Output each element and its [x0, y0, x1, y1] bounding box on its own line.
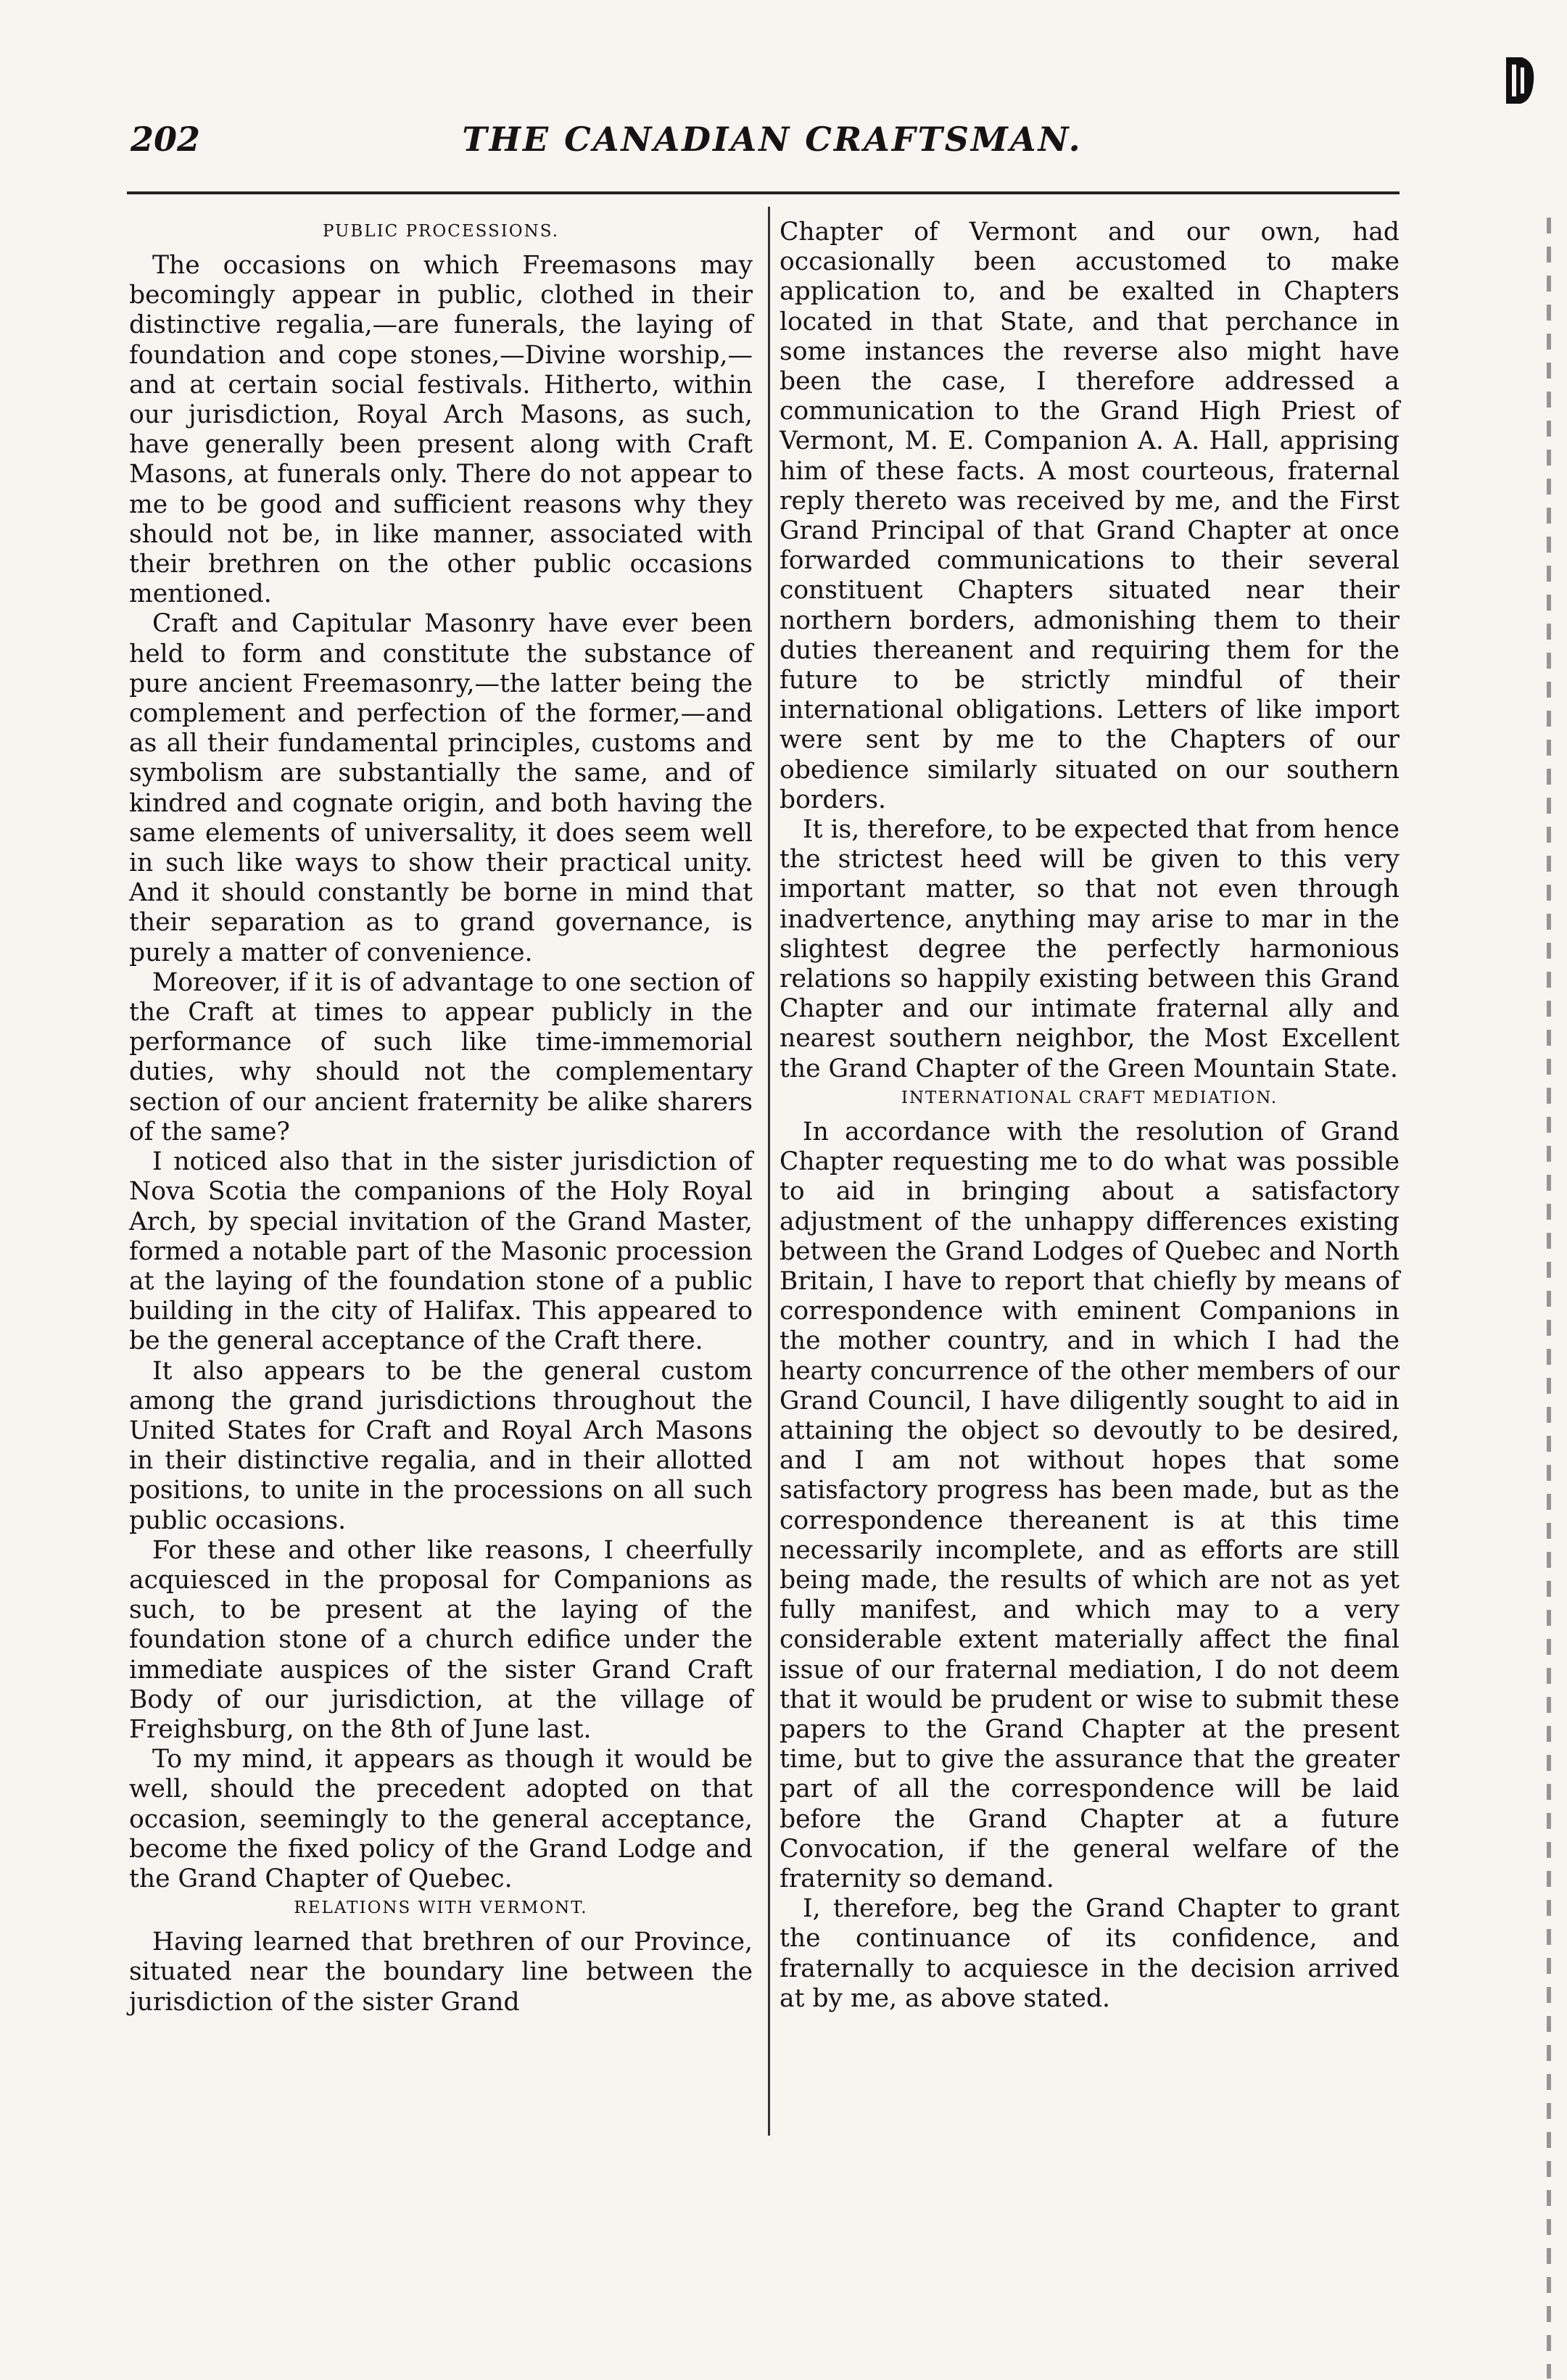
page-number: 202 — [131, 120, 201, 159]
section-heading-public-processions: PUBLIC PROCESSIONS. — [322, 222, 560, 241]
paragraph: I, therefore, beg the Grand Chapter to grant the continuance of its confidence, and fraternally to acquiesce in the decision arrived at by me, as above stated. — [780, 1894, 1399, 2013]
binding-edge-mark — [1500, 54, 1538, 107]
paragraph: Craft and Capitular Masonry have ever been held to form and constitute the substance of pure ancient Freemasonry,—the latter being the complement and perfection of the former,—and as all their fundamental principles, customs and symbolism are substantially the same, and of kindred and cognate origin, and both having the same elements of universality, it does seem well in such like ways to show their practical unity. And it should constantly be borne in mind that their separation as to grand governance, is purely a matter of convenience. — [129, 609, 753, 967]
left-column — [129, 218, 753, 2017]
section-heading-relations-with-vermont: RELATIONS WITH VERMONT. — [294, 1898, 588, 1918]
header-rule — [127, 191, 1399, 194]
paragraph: Moreover, if it is of advantage to one section of the Craft at times to appear publicly in the performance of such like time-immemorial duties, why should not the complementary section of our ancient fraternity be alike sharers of the same? — [129, 967, 753, 1146]
paragraph: Having learned that brethren of our Province, situated near the boundary line between the jurisdiction of the sister Grand — [129, 1927, 753, 2017]
paragraph: For these and other like reasons, I cheerfully acquiesced in the proposal for Companions as such, to be present at the laying of the foundation stone of a church edifice under the immediate auspices of the sister Grand Craft Body of our jurisdiction, at the village of Freighsburg, on the 8th of June last. — [129, 1535, 753, 1744]
paragraph: It is, therefore, to be expected that from hence the strictest heed will be given to this very important matter, so that not even through inadvertence, anything may arise to mar in the slightest degree the perfectly harmonious relations so happily existing between this Grand Chapter and our intimate fraternal ally and nearest southern neighbor, the Most Excellent the Grand Chapter of the Green Mountain State. — [780, 815, 1399, 1083]
paragraph: It also appears to be the general custom among the grand jurisdictions throughout the United States for Craft and Royal Arch Masons in their distinctive regalia, and in their allotted positions, to unite in the processions on all such public occasions. — [129, 1356, 753, 1535]
paragraph: I noticed also that in the sister jurisdiction of Nova Scotia the companions of the Holy Royal Arch, by special invitation of the Grand Master, formed a notable part of the Masonic procession at the laying of the foundation stone of a public building in the city of Halifax. This appeared to be the general acceptance of the Craft there. — [129, 1147, 753, 1356]
paragraph: To my mind, it appears as though it would be well, should the precedent adopted on that occasion, seemingly to the general acceptance, become the fixed policy of the Grand Lodge and the Grand Chapter of Quebec. — [129, 1745, 753, 1893]
journal-title: THE CANADIAN CRAFTSMAN. — [462, 120, 1083, 159]
running-head — [109, 120, 1436, 178]
right-column — [780, 218, 1399, 2014]
paragraph: In accordance with the resolution of Grand Chapter requesting me to do what was possible to aid in bringing about a satisfactory adjustment of the unhappy differences existing between the Grand Lodges of Quebec and North Britain, I have to report that chiefly by means of correspondence with eminent Companions in the mother country, and in which I had the hearty concurrence of the other members of our Grand Council, I have diligently sought to aid in attaining the object so devoutly to be desired, and I am not without hopes that some satisfactory progress has been made, but as the correspondence thereanent is at this time necessarily incomplete, and as efforts are still being made, the results of which are not as yet fully manifest, and which may to a very considerable extent materially affect the final issue of our fraternal mediation, I do not deem that it would be prudent or wise to submit these papers to the Grand Chapter at the present time, but to give the assurance that the greater part of all the correspondence will be laid before the Grand Chapter at a future Convocation, if the general welfare of the fraternity so demand. — [780, 1117, 1399, 1893]
paragraph: The occasions on which Freemasons may becomingly appear in public, clothed in their distinctive regalia,—are funerals, the laying of foundation and cope stones,—Divine worship,—and at certain social festivals. Hitherto, within our jurisdiction, Royal Arch Masons, as such, have generally been present along with Craft Masons, at funerals only. There do not appear to me to be good and sufficient reasons why they should not be, in like manner, associated with their brethren on the other public occasions mentioned. — [129, 251, 753, 609]
column-divider — [768, 207, 770, 2136]
section-heading-international-craft-mediation: INTERNATIONAL CRAFT MEDIATION. — [901, 1088, 1278, 1107]
scan-edge-artifact — [1547, 218, 1551, 2379]
paragraph-continued: Chapter of Vermont and our own, had occasionally been accustomed to make application to, and be exalted in Chapters located in that State, and that perchance in some instances the reverse also might have been the case, I therefore addressed a communication to the Grand High Priest of Vermont, M. E. Companion A. A. Hall, apprising him of these facts. A most courteous, fraternal reply thereto was received by me, and the First Grand Principal of that Grand Chapter at once forwarded communications to their several constituent Chapters situated near their northern borders, admonishing them to their duties thereanent and requiring them for the future to be strictly mindful of their international obligations. Letters of like import were sent by me to the Chapters of our obedience similarly situated on our southern borders. — [780, 218, 1399, 814]
